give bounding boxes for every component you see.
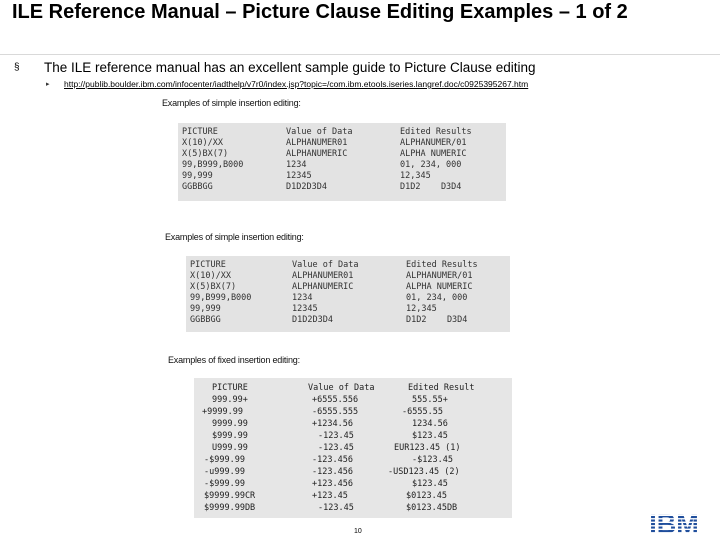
header-picture: PICTURE <box>182 127 218 137</box>
header-result: Edited Result <box>408 383 475 393</box>
cell-picture: 99,B999,B000 <box>190 293 252 303</box>
cell-picture: $9999.99DB <box>204 503 256 513</box>
cell-picture: 999.99+ <box>212 395 248 405</box>
page-number: 10 <box>354 528 362 535</box>
table-row <box>194 491 512 501</box>
cell-picture: X(5)BX(7) <box>182 149 229 159</box>
cell-result: 01, 234, 000 <box>406 293 468 303</box>
table-row <box>194 467 512 477</box>
reference-link[interactable]: http://publib.boulder.ibm.com/infocenter/iadthelp/v7r0/index.jsp?topic=/com.ibm.etools.iseries.langref.doc/c0925395267.htm <box>64 79 529 89</box>
header-value: Value of Data <box>308 383 375 393</box>
cell-value: ALPHANUMER01 <box>286 138 348 148</box>
table-row <box>178 171 506 181</box>
header-result: Edited Results <box>406 260 478 270</box>
example-table <box>194 378 512 518</box>
cell-value: -123.456 <box>312 455 353 465</box>
cell-picture: GGBBGG <box>190 315 221 325</box>
cell-picture: X(5)BX(7) <box>190 282 237 292</box>
example-table <box>178 123 506 201</box>
table-row <box>178 160 506 170</box>
cell-result: 12,345 <box>406 304 437 314</box>
cell-result: 1234.56 <box>412 419 448 429</box>
cell-value: +123.456 <box>312 479 353 489</box>
cell-picture: $999.99 <box>212 431 248 441</box>
cell-value: D1D2D3D4 <box>292 315 333 325</box>
cell-result: ALPHA NUMERIC <box>400 149 467 159</box>
cell-picture: X(10)/XX <box>190 271 231 281</box>
cell-result: ALPHA NUMERIC <box>406 282 473 292</box>
cell-result: D1D2 D3D4 <box>400 182 462 192</box>
table-header-row <box>186 260 510 270</box>
table-row <box>194 443 512 453</box>
cell-picture: U999.99 <box>212 443 248 453</box>
cell-value: +6555.556 <box>312 395 359 405</box>
cell-value: -123.456 <box>312 467 353 477</box>
cell-result: 12,345 <box>400 171 431 181</box>
cell-value: 1234 <box>292 293 313 303</box>
header-picture: PICTURE <box>212 383 248 393</box>
title-divider <box>0 54 720 55</box>
cell-result: ALPHANUMER/01 <box>400 138 467 148</box>
cell-result: $0123.45DB <box>406 503 458 513</box>
cell-result: 555.55+ <box>412 395 448 405</box>
cell-picture: 99,999 <box>182 171 213 181</box>
example-caption: Examples of fixed insertion editing: <box>168 355 300 365</box>
cell-picture: GGBBGG <box>182 182 213 192</box>
cell-value: +1234.56 <box>312 419 353 429</box>
cell-picture: 99,999 <box>190 304 221 314</box>
cell-value: +123.45 <box>312 491 348 501</box>
example-caption: Examples of simple insertion editing: <box>162 98 301 108</box>
cell-result: D1D2 D3D4 <box>406 315 468 325</box>
cell-picture: -$999.99 <box>204 479 245 489</box>
example-table <box>186 256 510 332</box>
header-value: Value of Data <box>292 260 359 270</box>
table-row <box>194 455 512 465</box>
cell-value: -123.45 <box>318 431 354 441</box>
cell-picture: X(10)/XX <box>182 138 223 148</box>
cell-value: 12345 <box>286 171 312 181</box>
cell-result: $0123.45 <box>406 491 447 501</box>
cell-picture: 9999.99 <box>212 419 248 429</box>
table-row <box>186 293 510 303</box>
cell-result: -6555.55 <box>402 407 443 417</box>
table-header-row <box>194 383 512 393</box>
table-row <box>194 407 512 417</box>
cell-result: $123.45 <box>412 479 448 489</box>
table-row <box>194 395 512 405</box>
cell-result: EUR123.45 (1) <box>394 443 461 453</box>
ibm-logo-icon <box>638 509 710 537</box>
cell-result: ALPHANUMER/01 <box>406 271 473 281</box>
table-header-row <box>178 127 506 137</box>
cell-value: -6555.555 <box>312 407 359 417</box>
bullet-marker: § <box>14 62 20 73</box>
header-result: Edited Results <box>400 127 472 137</box>
cell-picture: -$999.99 <box>204 455 245 465</box>
cell-picture: $9999.99CR <box>204 491 256 501</box>
logo-text: IBM <box>649 509 699 537</box>
sub-bullet-arrow-icon: ▸ <box>46 81 50 88</box>
bullet-text: The ILE reference manual has an excellent sample guide to Picture Clause editing <box>44 60 536 75</box>
table-row <box>194 503 512 513</box>
slide-title: ILE Reference Manual – Picture Clause Editing Examples – 1 of 2 <box>12 1 628 23</box>
cell-value: 12345 <box>292 304 318 314</box>
cell-result: 01, 234, 000 <box>400 160 462 170</box>
header-picture: PICTURE <box>190 260 226 270</box>
cell-value: ALPHANUMERIC <box>286 149 348 159</box>
cell-value: -123.45 <box>318 443 354 453</box>
cell-value: D1D2D3D4 <box>286 182 327 192</box>
table-row <box>178 182 506 192</box>
cell-value: -123.45 <box>318 503 354 513</box>
example-caption: Examples of simple insertion editing: <box>165 232 304 242</box>
cell-picture: +9999.99 <box>202 407 243 417</box>
table-row <box>178 138 506 148</box>
cell-picture: -u999.99 <box>204 467 245 477</box>
cell-result: -USD123.45 (2) <box>388 467 460 477</box>
cell-value: ALPHANUMER01 <box>292 271 354 281</box>
table-row <box>194 479 512 489</box>
table-row <box>186 304 510 314</box>
table-row <box>186 282 510 292</box>
table-row <box>194 419 512 429</box>
header-value: Value of Data <box>286 127 353 137</box>
cell-value: 1234 <box>286 160 307 170</box>
table-row <box>186 315 510 325</box>
cell-value: ALPHANUMERIC <box>292 282 354 292</box>
cell-result: -$123.45 <box>412 455 453 465</box>
table-row <box>194 431 512 441</box>
cell-picture: 99,B999,B000 <box>182 160 244 170</box>
table-row <box>186 271 510 281</box>
cell-result: $123.45 <box>412 431 448 441</box>
table-row <box>178 149 506 159</box>
